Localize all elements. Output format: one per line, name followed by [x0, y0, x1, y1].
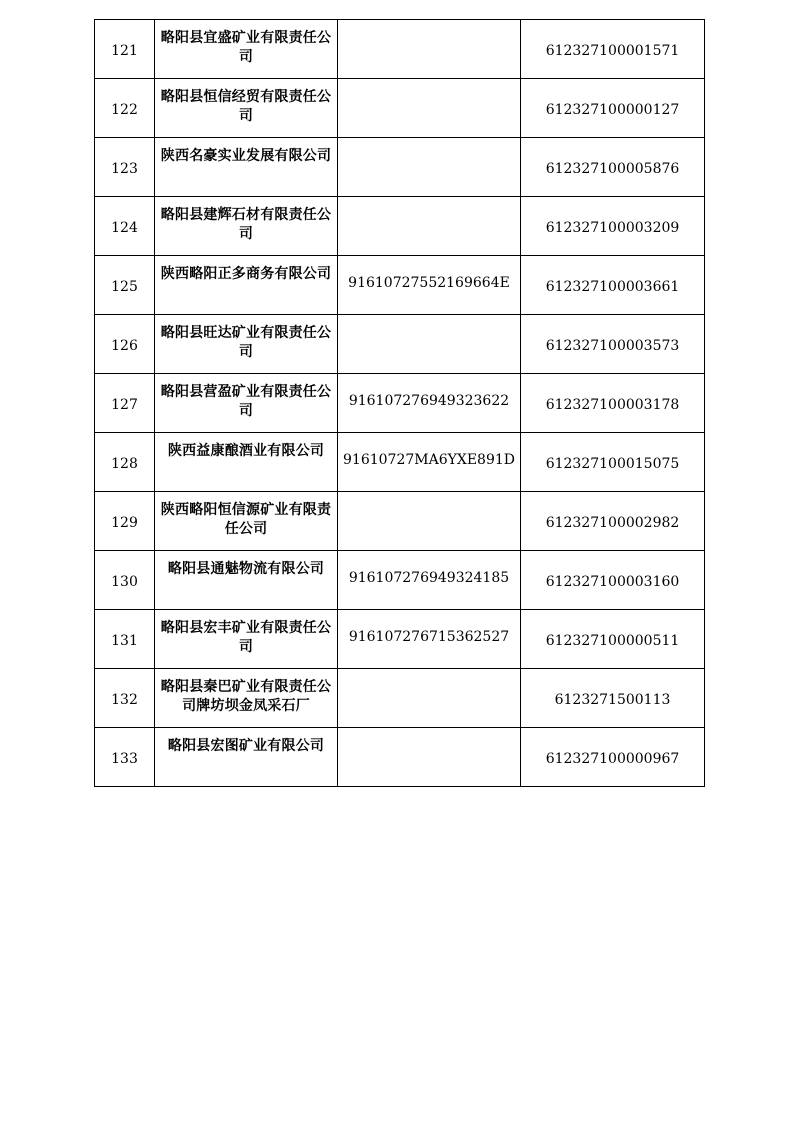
credit-code	[338, 728, 521, 787]
table-row	[95, 374, 705, 433]
table-row	[95, 79, 705, 138]
row-number: 124	[95, 197, 155, 256]
registration-number: 6123271500113	[521, 669, 705, 728]
company-name: 略阳县恒信经贸有限责任公司	[155, 79, 338, 138]
registration-number: 612327100000127	[521, 79, 705, 138]
credit-code: 916107276949323622	[338, 374, 521, 433]
company-name: 陕西名豪实业发展有限公司	[155, 138, 338, 197]
registration-number: 612327100005876	[521, 138, 705, 197]
credit-code: 91610727MA6YXE891D	[338, 433, 521, 492]
credit-code	[338, 492, 521, 551]
row-number: 121	[95, 20, 155, 79]
row-number: 127	[95, 374, 155, 433]
registration-number: 612327100003160	[521, 551, 705, 610]
company-name: 略阳县建辉石材有限责任公司	[155, 197, 338, 256]
credit-code	[338, 315, 521, 374]
registration-number: 612327100003573	[521, 315, 705, 374]
credit-code: 916107276949324185	[338, 551, 521, 610]
row-number: 130	[95, 551, 155, 610]
registration-number: 612327100000511	[521, 610, 705, 669]
company-name: 陕西益康酿酒业有限公司	[155, 433, 338, 492]
registration-number: 612327100000967	[521, 728, 705, 787]
registration-number: 612327100003661	[521, 256, 705, 315]
company-name: 略阳县宜盛矿业有限责任公司	[155, 20, 338, 79]
company-name: 略阳县旺达矿业有限责任公司	[155, 315, 338, 374]
table-row	[95, 669, 705, 728]
credit-code	[338, 79, 521, 138]
row-number: 122	[95, 79, 155, 138]
row-number: 132	[95, 669, 155, 728]
company-name: 略阳县宏丰矿业有限责任公司	[155, 610, 338, 669]
company-name: 略阳县秦巴矿业有限责任公司牌坊坝金凤采石厂	[155, 669, 338, 728]
table-row	[95, 197, 705, 256]
company-name: 略阳县通魅物流有限公司	[155, 551, 338, 610]
credit-code	[338, 669, 521, 728]
table-row	[95, 315, 705, 374]
table-row	[95, 728, 705, 787]
table-row	[95, 433, 705, 492]
credit-code	[338, 138, 521, 197]
table-row	[95, 610, 705, 669]
registration-number: 612327100015075	[521, 433, 705, 492]
company-name: 略阳县营盈矿业有限责任公司	[155, 374, 338, 433]
registration-number: 612327100001571	[521, 20, 705, 79]
row-number: 128	[95, 433, 155, 492]
row-number: 133	[95, 728, 155, 787]
row-number: 131	[95, 610, 155, 669]
registration-number: 612327100003209	[521, 197, 705, 256]
registration-number: 612327100003178	[521, 374, 705, 433]
table-row	[95, 20, 705, 79]
table-row	[95, 138, 705, 197]
table-row	[95, 492, 705, 551]
company-name: 陕西略阳正多商务有限公司	[155, 256, 338, 315]
company-registry-table	[94, 19, 705, 787]
credit-code: 916107276715362527	[338, 610, 521, 669]
credit-code	[338, 20, 521, 79]
row-number: 126	[95, 315, 155, 374]
row-number: 129	[95, 492, 155, 551]
table-row	[95, 551, 705, 610]
company-name: 陕西略阳恒信源矿业有限责任公司	[155, 492, 338, 551]
company-name: 略阳县宏图矿业有限公司	[155, 728, 338, 787]
registration-number: 612327100002982	[521, 492, 705, 551]
row-number: 125	[95, 256, 155, 315]
row-number: 123	[95, 138, 155, 197]
credit-code: 91610727552169664E	[338, 256, 521, 315]
credit-code	[338, 197, 521, 256]
table-row	[95, 256, 705, 315]
